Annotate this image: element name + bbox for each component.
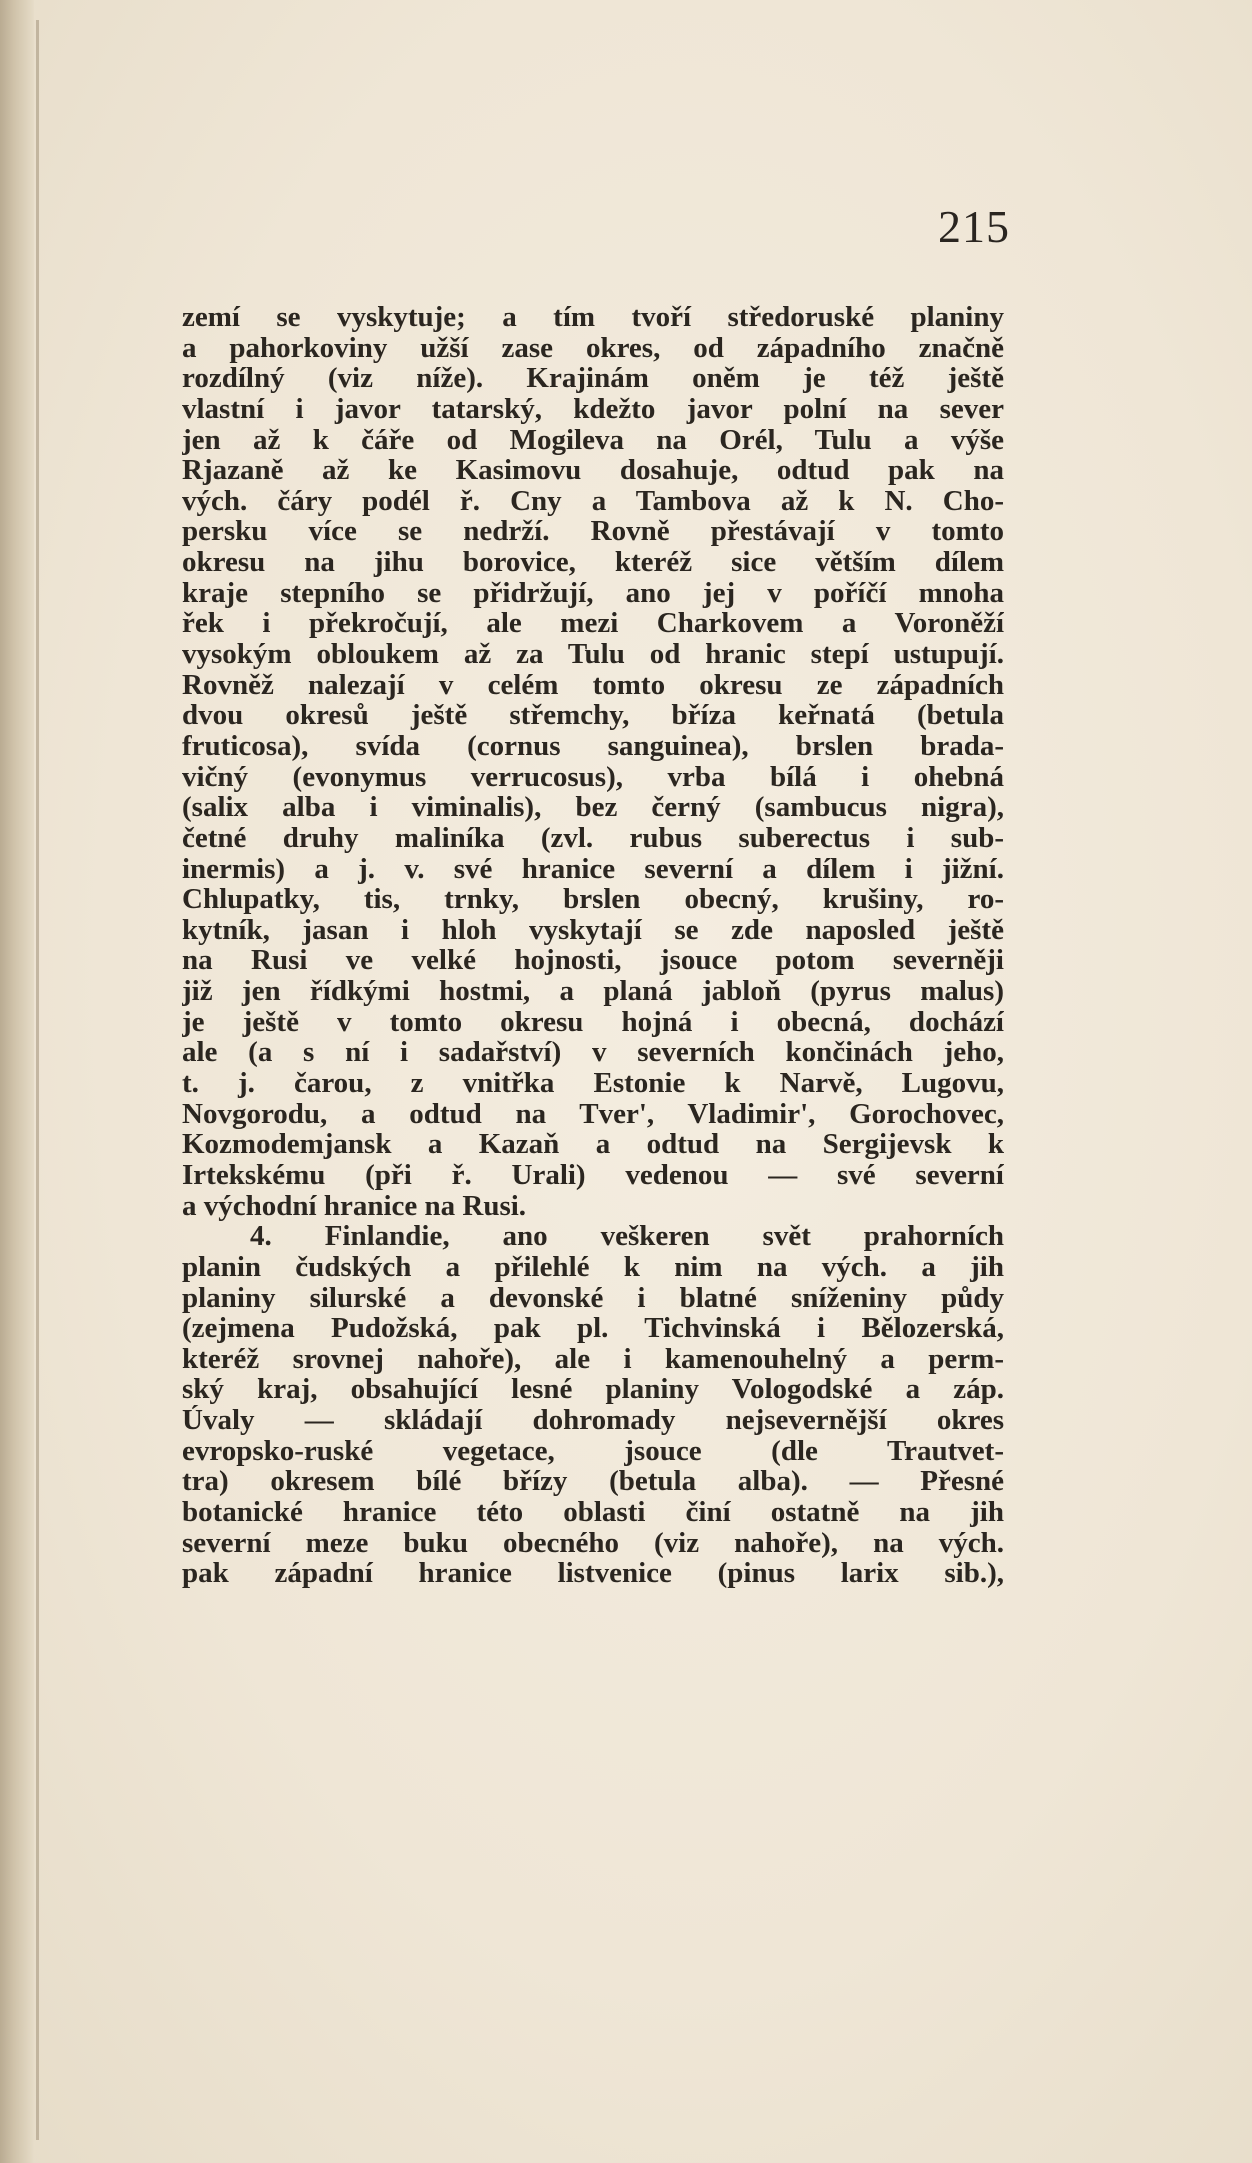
text-line: kytník, jasan i hloh vyskytají se zde naposled ještě	[182, 914, 1004, 946]
text-line: ale (a s ní i sadařství) v severních končinách jeho,	[182, 1037, 1004, 1069]
text-line: Kozmodemjansk a Kazaň a odtud na Sergijevsk k	[182, 1129, 1004, 1160]
text-line: Chlupatky, tis, trnky, brslen obecný, krušiny, ro-	[182, 884, 1004, 915]
text-line: inermis) a j. v. své hranice severní a dílem i jižní.	[182, 853, 1004, 885]
text-line: je ještě v tomto okresu hojná i obecná, dochází	[182, 1006, 1004, 1038]
text-line: kraje stepního se přidržují, ano jej v poříčí mnoha	[182, 577, 1004, 609]
text-line: jen až k čáře od Mogileva na Orél, Tulu a výše	[182, 424, 1004, 456]
text-line: a pahorkoviny užší zase okres, od západního značně	[182, 332, 1004, 364]
text-line: rozdílný (viz níže). Krajinám oněm je též ještě	[182, 363, 1004, 394]
text-line: dvou okresů ještě střemchy, bříza keřnatá (betula	[182, 700, 1004, 731]
text-line: planiny silurské a devonské i blatné sníženiny půdy	[182, 1282, 1004, 1314]
text-line: Rjazaně až ke Kasimovu dosahuje, odtud pak na	[182, 455, 1004, 486]
paragraph-start-line: 4. Finlandie, ano veškeren svět prahorních	[250, 1221, 1004, 1252]
text-line: vých. čáry podél ř. Cny a Tambova až k N. Cho-	[182, 485, 1004, 517]
binding-shadow-line	[36, 20, 39, 2140]
page-number: 215	[938, 201, 1010, 252]
text-line: ský kraj, obsahující lesné planiny Vologodské a záp.	[182, 1374, 1004, 1406]
text-line: (zejmena Pudožská, pak pl. Tichvinská i Bělozerská,	[182, 1313, 1004, 1344]
text-line: fruticosa), svída (cornus sanguinea), brslen brada-	[182, 730, 1004, 762]
text-line: t. j. čarou, z vnitřka Estonie k Narvě, Lugovu,	[182, 1068, 1004, 1099]
text-line: Rovněž nalezají v celém tomto okresu ze západních	[182, 669, 1004, 701]
text-line: Úvaly — skládají dohromady nejsevernější okres	[182, 1405, 1004, 1436]
text-line: na Rusi ve velké hojnosti, jsouce potom severněji	[182, 945, 1004, 977]
text-line: řek i překročují, ale mezi Charkovem a Voroněží	[182, 608, 1004, 640]
text-line: severní meze buku obecného (viz nahoře), na vých.	[182, 1527, 1004, 1559]
text-line: Novgorodu, a odtud na Tver', Vladimir', Gorochovec,	[182, 1098, 1004, 1130]
text-line: kteréž srovnej nahoře), ale i kamenouhelný a perm-	[182, 1343, 1004, 1375]
text-line: (salix alba i viminalis), bez černý (sambucus nigra),	[182, 792, 1004, 823]
text-line: Irtekskému (při ř. Urali) vedenou — své severní	[182, 1159, 1004, 1191]
text-line: okresu na jihu borovice, kteréž sice větším dílem	[182, 547, 1004, 578]
text-line: četné druhy maliníka (zvl. rubus suberectus i sub-	[182, 822, 1004, 854]
text-line: planin čudských a přilehlé k nim na vých. a jih	[182, 1251, 1004, 1283]
text-line: pak západní hranice listvenice (pinus larix sib.),	[182, 1558, 1004, 1589]
text-line: evropsko-ruské vegetace, jsouce (dle Trautvet-	[182, 1435, 1004, 1467]
body-text	[182, 302, 1004, 1589]
text-line: vysokým obloukem až za Tulu od hranic stepí ustupují.	[182, 639, 1004, 670]
text-line: a východní hranice na Rusi.	[182, 1190, 527, 1222]
text-line: již jen řídkými hostmi, a planá jabloň (pyrus malus)	[182, 976, 1004, 1007]
text-line: tra) okresem bílé břízy (betula alba). — Přesné	[182, 1466, 1004, 1497]
binding-edge	[0, 0, 34, 2163]
text-line: vičný (evonymus verrucosus), vrba bílá i ohebná	[182, 761, 1004, 793]
text-line: vlastní i javor tatarský, kdežto javor polní na sever	[182, 393, 1004, 425]
text-line: persku více se nedrží. Rovně přestávají v tomto	[182, 516, 1004, 548]
text-line: zemí se vyskytuje; a tím tvoří středoruské planiny	[182, 302, 1004, 333]
text-line: botanické hranice této oblasti činí ostatně na jih	[182, 1496, 1004, 1528]
